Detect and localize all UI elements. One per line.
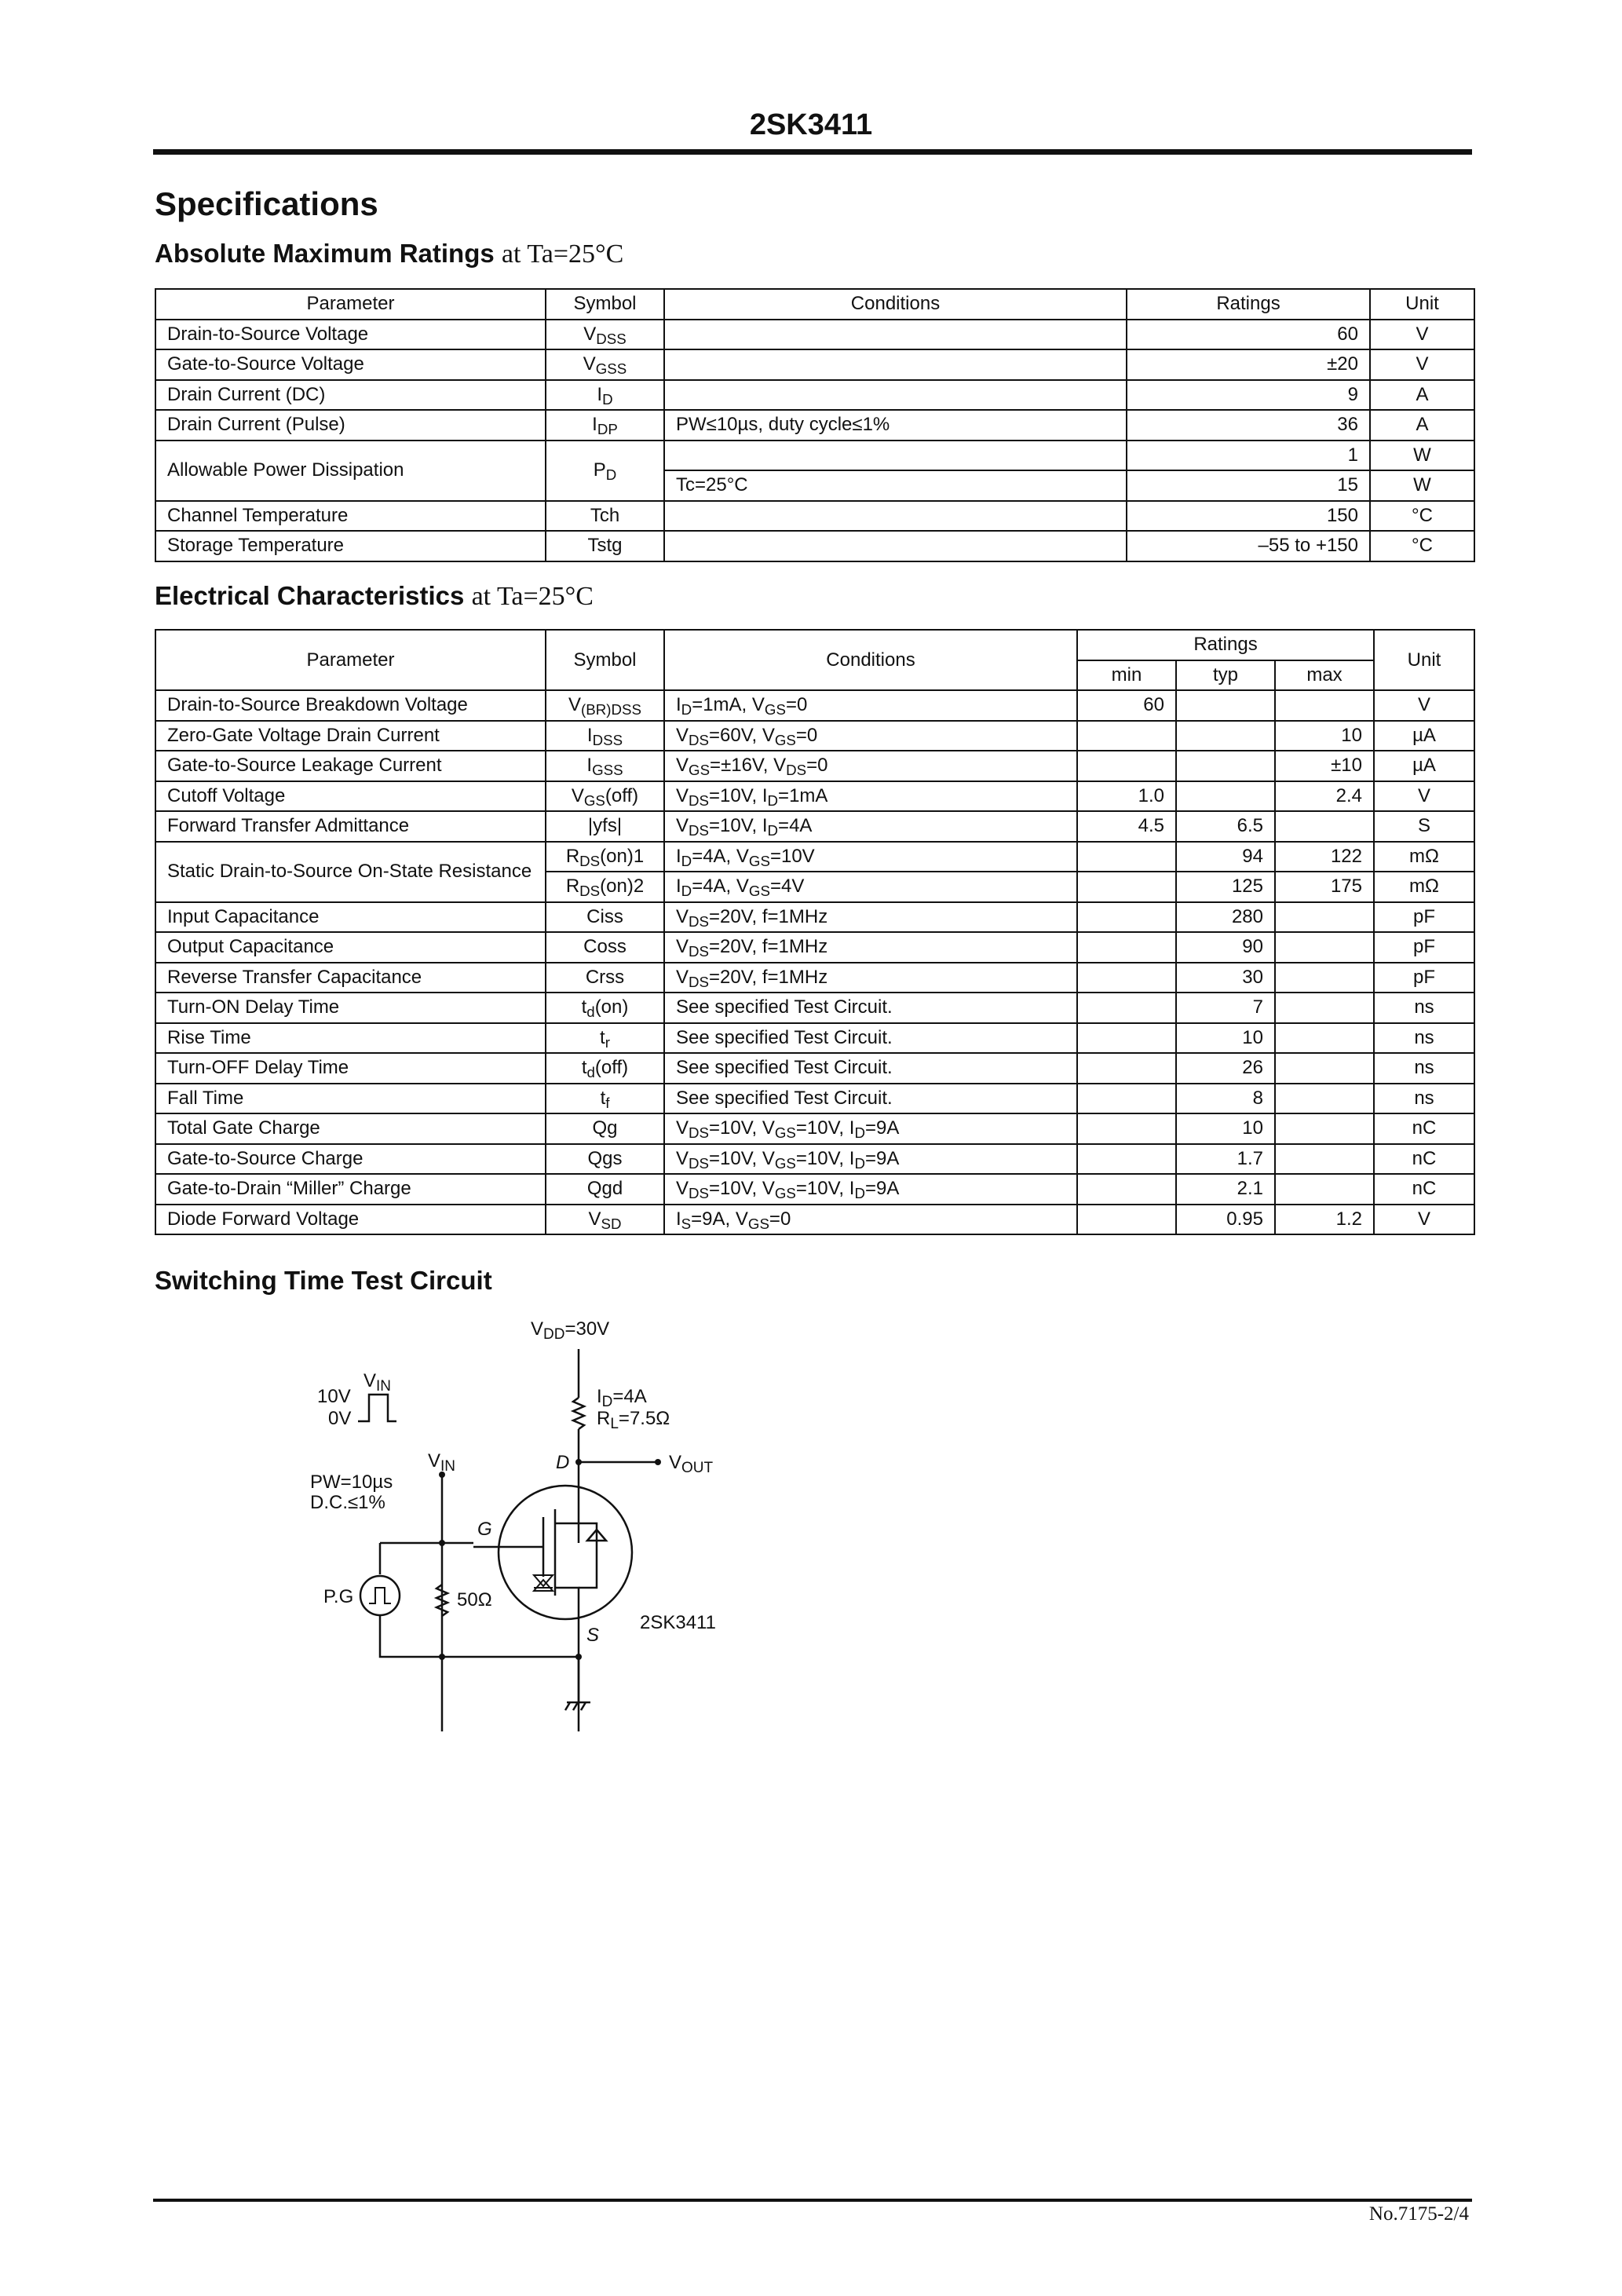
typ-cell: 6.5 <box>1176 811 1275 842</box>
subcolumn-header: min <box>1077 660 1176 691</box>
cond-post: =0 <box>785 694 808 716</box>
symbol-main: t <box>581 1057 587 1079</box>
column-header: Conditions <box>664 289 1127 320</box>
param-cell: Turn-OFF Delay Time <box>155 1053 546 1084</box>
cond-sub: GS <box>747 1215 769 1232</box>
pg-pulse-symbol <box>369 1588 391 1603</box>
symbol-main: Qg <box>592 1117 618 1139</box>
unit-cell: S <box>1374 811 1474 842</box>
symbol-sub: DS <box>579 883 601 900</box>
cond-post: =20V, f=1MHz <box>709 905 828 927</box>
vin-pulse-label: $V_{IN}$ <box>363 1370 392 1395</box>
cond-sub: GS <box>774 1154 796 1172</box>
symbol-main: V <box>583 323 597 345</box>
symbol-main: t <box>600 1087 606 1109</box>
unit-cell: ns <box>1374 1084 1474 1114</box>
cond-main: V <box>676 755 689 777</box>
unit-cell: A <box>1370 380 1474 411</box>
elec-title: Electrical Characteristics <box>155 581 465 610</box>
symbol-main: V <box>583 353 596 375</box>
cond-post: =±16V, <box>710 755 774 777</box>
cond-post: =10V, <box>709 815 762 837</box>
cond-main: I <box>676 694 681 716</box>
cond-sub: S <box>681 1215 692 1232</box>
typ-cell: 26 <box>1176 1053 1275 1084</box>
column-header: Symbol <box>546 289 664 320</box>
symbol-sub: f <box>605 1094 610 1111</box>
cond-sub: DS <box>689 1124 709 1142</box>
param-cell: Gate-to-Drain “Miller” Charge <box>155 1174 546 1205</box>
param-cell: Gate-to-Source Voltage <box>155 349 546 380</box>
cond-main: I <box>849 1147 855 1169</box>
unit-cell: W <box>1370 470 1474 501</box>
unit-cell: pF <box>1374 963 1474 993</box>
unit-cell: ns <box>1374 993 1474 1023</box>
cond-sub: GS <box>689 762 711 779</box>
cond-sub: D <box>767 792 779 809</box>
unit-cell: ns <box>1374 1023 1474 1054</box>
cond-post: =10V <box>769 845 815 867</box>
symbol-sub: D <box>602 390 613 408</box>
pulse-generator <box>360 1576 400 1615</box>
elec-note: at Ta=25°C <box>471 582 594 611</box>
column-header: Unit <box>1374 630 1474 690</box>
cond-post: =10V, <box>709 1178 762 1200</box>
footer-doc-number: No.7175-2/4 <box>1368 2203 1469 2225</box>
symbol-main: I <box>597 383 603 405</box>
unit-cell: °C <box>1370 501 1474 532</box>
ground-junction <box>439 1654 445 1660</box>
cond-main: V <box>676 724 689 746</box>
cond-sub: GS <box>764 701 786 718</box>
section-title: Specifications <box>155 185 378 222</box>
cond-sub: D <box>767 822 779 839</box>
symbol-main: V <box>571 784 584 806</box>
param-cell: Forward Transfer Admittance <box>155 811 546 842</box>
unit-cell: mΩ <box>1374 872 1474 902</box>
param-cell: Drain Current (Pulse) <box>155 410 546 441</box>
symbol-sub: GSS <box>595 360 627 378</box>
cond-sub: DS <box>689 1185 709 1202</box>
symbol-sub: SD <box>601 1215 622 1232</box>
unit-cell: µA <box>1374 751 1474 781</box>
cond-main: V <box>736 845 749 867</box>
rating-cell: ±20 <box>1127 349 1370 380</box>
mosfet-source-stub <box>555 1588 579 1731</box>
vout-label: $V_{OUT}$ <box>669 1452 714 1476</box>
unit-cell: V <box>1370 349 1474 380</box>
cond-post: =4A, <box>692 876 736 898</box>
cond-post: =9A <box>864 1117 900 1139</box>
column-header: Conditions <box>664 630 1077 690</box>
cond-post: =4V <box>769 876 805 898</box>
cond-main: V <box>762 1147 775 1169</box>
param-cell: Fall Time <box>155 1084 546 1114</box>
symbol-main: I <box>586 755 593 777</box>
cond-post: =4A <box>778 815 813 837</box>
symbol-sub: DP <box>597 421 618 438</box>
param-cell: Allowable Power Dissipation <box>155 441 546 501</box>
rating-cell: 9 <box>1127 380 1370 411</box>
cond-sub: DS <box>689 822 709 839</box>
symbol-main: V <box>588 1208 601 1230</box>
cond-post: =10V, <box>795 1178 849 1200</box>
cond-sub: DS <box>689 973 709 990</box>
cond-main: See specified Test Circuit. <box>676 1057 893 1079</box>
symbol-main: Crss <box>585 966 625 988</box>
cond-post: =0 <box>806 755 828 777</box>
rating-cell: 36 <box>1127 410 1370 441</box>
subcolumn-header: typ <box>1176 660 1275 691</box>
param-cell: Gate-to-Source Leakage Current <box>155 751 546 781</box>
symbol-sub: d <box>586 1064 595 1081</box>
cond-main: I <box>676 1208 681 1230</box>
param-cell: Rise Time <box>155 1023 546 1054</box>
gate-label: G <box>477 1519 492 1540</box>
cond-main: V <box>676 1178 689 1200</box>
cond-main: V <box>762 1178 775 1200</box>
vin-node-label: $V_{IN}$ <box>428 1450 456 1475</box>
symbol-sub: DS <box>579 852 601 869</box>
drain-junction <box>575 1459 582 1465</box>
rating-cell: 150 <box>1127 501 1370 532</box>
cond-sub: DS <box>689 912 709 930</box>
typ-cell: 1.7 <box>1176 1144 1275 1175</box>
symbol-main: P <box>593 459 606 481</box>
symbol-post: (on)2 <box>600 876 645 898</box>
max-cell: 2.4 <box>1275 781 1374 812</box>
symbol-main: t <box>581 996 587 1018</box>
cond-sub: GS <box>748 883 770 900</box>
min-cell: 60 <box>1077 690 1176 721</box>
param-cell: Turn-ON Delay Time <box>155 993 546 1023</box>
symbol-post: (on) <box>594 996 629 1018</box>
mosfet-circle <box>499 1486 632 1619</box>
param-cell: Gate-to-Source Charge <box>155 1144 546 1175</box>
cond-post: =1mA, <box>692 694 752 716</box>
abs-max-note: at Ta=25°C <box>501 239 624 269</box>
rating-cell: 60 <box>1127 320 1370 350</box>
param-cell: Drain-to-Source Breakdown Voltage <box>155 690 546 721</box>
unit-cell: V <box>1374 781 1474 812</box>
max-cell: 175 <box>1275 872 1374 902</box>
unit-cell: mΩ <box>1374 842 1474 872</box>
cond-sub: GS <box>774 1124 796 1142</box>
id-label: $I_D=4A$ <box>597 1386 647 1410</box>
cond-post: =10V, <box>709 1117 762 1139</box>
cond-sub: DS <box>689 731 709 748</box>
cond-sub: DS <box>689 1154 709 1172</box>
symbol-main: V <box>568 694 582 716</box>
vin-pulse-waveform <box>358 1395 396 1421</box>
abs-max-title: Absolute Maximum Ratings <box>155 239 495 268</box>
column-header: Unit <box>1370 289 1474 320</box>
column-header: Symbol <box>546 630 664 690</box>
cond-main: V <box>773 755 787 777</box>
param-cell: Output Capacitance <box>155 932 546 963</box>
doc-title: 2SK3411 <box>749 108 873 141</box>
unit-cell: ns <box>1374 1053 1474 1084</box>
cond-main: See specified Test Circuit. <box>676 1087 893 1109</box>
cond-main: V <box>676 905 689 927</box>
unit-cell: V <box>1374 1205 1474 1235</box>
max-cell: ±10 <box>1275 751 1374 781</box>
cond-main: V <box>676 784 689 806</box>
cond-post: =60V, <box>709 724 762 746</box>
cond-post: =10V, <box>795 1117 849 1139</box>
param-cell: Zero-Gate Voltage Drain Current <box>155 721 546 751</box>
typ-cell: 90 <box>1176 932 1275 963</box>
symbol-post: (off) <box>605 784 639 806</box>
symbol-main: t <box>600 1026 605 1048</box>
symbol-post: (on)1 <box>600 845 645 867</box>
cond-sub: GS <box>748 852 770 869</box>
symbol-sub: r <box>605 1033 610 1051</box>
conditions-cell: Tc=25°C <box>664 470 1127 501</box>
param-cell: Total Gate Charge <box>155 1113 546 1144</box>
column-header: Ratings <box>1077 630 1374 660</box>
pulse-low-label: 0V <box>328 1408 352 1429</box>
max-cell: 122 <box>1275 842 1374 872</box>
unit-cell: A <box>1370 410 1474 441</box>
cond-sub: D <box>681 701 692 718</box>
unit-cell: V <box>1370 320 1474 350</box>
param-cell: Static Drain-to-Source On-State Resistance <box>155 842 546 902</box>
unit-cell: nC <box>1374 1174 1474 1205</box>
max-cell: 10 <box>1275 721 1374 751</box>
cond-main: V <box>676 815 689 837</box>
symbol-sub: DSS <box>592 731 623 748</box>
param-cell: Channel Temperature <box>155 501 546 532</box>
symbol-sub: (BR)DSS <box>581 701 641 718</box>
symbol-main: I <box>592 414 597 436</box>
symbol-sub: d <box>586 1004 595 1021</box>
max-cell: 1.2 <box>1275 1205 1374 1235</box>
symbol-sub: D <box>605 466 617 484</box>
symbol-sub: GS <box>583 792 605 809</box>
cond-main: V <box>676 936 689 958</box>
symbol-main: |yfs| <box>587 815 623 837</box>
vdd-label: $V_{DD}=30V$ <box>531 1318 610 1343</box>
cond-post: =20V, f=1MHz <box>709 966 828 988</box>
cond-main: I <box>676 845 681 867</box>
cond-main: V <box>762 1117 775 1139</box>
r50-label: 50Ω <box>457 1589 492 1610</box>
rl-label: $R_L=7.5\Omega$ <box>597 1408 670 1432</box>
typ-cell: 7 <box>1176 993 1275 1023</box>
vout-terminal <box>655 1459 661 1465</box>
param-cell: Input Capacitance <box>155 902 546 933</box>
typ-cell: 8 <box>1176 1084 1275 1114</box>
typ-cell: 0.95 <box>1176 1205 1275 1235</box>
cond-sub: D <box>854 1124 865 1142</box>
pg-label: P.G <box>323 1586 354 1607</box>
drain-label: D <box>556 1452 570 1473</box>
cond-sub: GS <box>774 731 796 748</box>
param-cell: Diode Forward Voltage <box>155 1205 546 1235</box>
unit-cell: V <box>1374 690 1474 721</box>
unit-cell: nC <box>1374 1113 1474 1144</box>
symbol-main: I <box>586 724 593 746</box>
cond-main: V <box>736 876 749 898</box>
typ-cell: 125 <box>1176 872 1275 902</box>
cond-main: I <box>762 784 768 806</box>
symbol-sub: DSS <box>596 330 627 347</box>
cond-sub: D <box>854 1154 865 1172</box>
symbol-post: (off) <box>594 1057 629 1079</box>
cond-main: I <box>762 815 768 837</box>
param-cell: Drain-to-Source Voltage <box>155 320 546 350</box>
symbol-main: R <box>565 845 580 867</box>
pg-bottom-wire <box>380 1615 579 1657</box>
pulse-high-label: 10V <box>317 1386 351 1407</box>
cond-post: =9A <box>864 1147 900 1169</box>
cond-sub: D <box>681 883 692 900</box>
rating-cell: –55 to +150 <box>1127 531 1370 561</box>
dc-label: D.C.≤1% <box>310 1492 385 1513</box>
symbol-main: R <box>565 876 580 898</box>
cond-post: =9A <box>864 1178 900 1200</box>
cond-main: See specified Test Circuit. <box>676 996 893 1018</box>
cond-main: V <box>735 1208 748 1230</box>
symbol-main: Qgs <box>587 1147 623 1169</box>
pw-label: PW=10µs <box>310 1472 393 1493</box>
conditions-cell: PW≤10µs, duty cycle≤1% <box>664 410 1127 441</box>
cond-main: See specified Test Circuit. <box>676 1026 893 1048</box>
cond-post: =0 <box>769 1208 791 1230</box>
cond-post: =4A, <box>692 845 736 867</box>
symbol-main: Qgd <box>586 1178 623 1200</box>
rating-cell: 1 <box>1127 441 1370 471</box>
circuit-title: Switching Time Test Circuit <box>155 1266 492 1295</box>
unit-cell: nC <box>1374 1144 1474 1175</box>
gate-junction <box>439 1540 445 1546</box>
cond-main: I <box>676 876 681 898</box>
cond-main: V <box>751 694 765 716</box>
min-cell: 4.5 <box>1077 811 1176 842</box>
cond-post: =20V, f=1MHz <box>709 936 828 958</box>
unit-cell: µA <box>1374 721 1474 751</box>
unit-cell: pF <box>1374 902 1474 933</box>
cond-post: =10V, <box>709 784 762 806</box>
unit-cell: °C <box>1370 531 1474 561</box>
typ-cell: 280 <box>1176 902 1275 933</box>
device-label: 2SK3411 <box>640 1612 716 1633</box>
cond-post: =10V, <box>709 1147 762 1169</box>
cond-main: V <box>676 1147 689 1169</box>
cond-sub: GS <box>774 1185 796 1202</box>
cond-post: =9A, <box>691 1208 736 1230</box>
symbol-main: Tstg <box>587 535 623 557</box>
cond-sub: D <box>854 1185 865 1202</box>
cond-sub: DS <box>786 762 807 779</box>
rating-cell: 15 <box>1127 470 1370 501</box>
unit-cell: pF <box>1374 932 1474 963</box>
param-cell: Cutoff Voltage <box>155 781 546 812</box>
symbol-sub: GSS <box>592 762 623 779</box>
cond-main: V <box>676 966 689 988</box>
column-header: Ratings <box>1127 289 1370 320</box>
source-junction <box>575 1654 582 1660</box>
cond-main: V <box>676 1117 689 1139</box>
column-header: Parameter <box>155 289 546 320</box>
typ-cell: 30 <box>1176 963 1275 993</box>
symbol-main: Coss <box>583 936 627 958</box>
min-cell: 1.0 <box>1077 781 1176 812</box>
cond-main: V <box>762 724 775 746</box>
cond-main: I <box>849 1117 855 1139</box>
cond-main: I <box>849 1178 855 1200</box>
footer-rule <box>153 2199 1472 2202</box>
subcolumn-header: max <box>1275 660 1374 691</box>
typ-cell: 94 <box>1176 842 1275 872</box>
typ-cell: 2.1 <box>1176 1174 1275 1205</box>
param-cell: Drain Current (DC) <box>155 380 546 411</box>
load-resistor <box>573 1398 584 1429</box>
unit-cell: W <box>1370 441 1474 471</box>
source-label: S <box>586 1625 600 1646</box>
cond-post: =0 <box>795 724 818 746</box>
gate-zener <box>534 1575 553 1591</box>
column-header: Parameter <box>155 630 546 690</box>
cond-sub: DS <box>689 792 709 809</box>
cond-post: =10V, <box>795 1147 849 1169</box>
cond-post: =1mA <box>778 784 828 806</box>
typ-cell: 10 <box>1176 1023 1275 1054</box>
symbol-main: Ciss <box>586 905 623 927</box>
typ-cell: 10 <box>1176 1113 1275 1144</box>
param-cell: Reverse Transfer Capacitance <box>155 963 546 993</box>
symbol-main: Tch <box>590 504 620 526</box>
cond-sub: D <box>681 852 692 869</box>
cond-sub: DS <box>689 943 709 960</box>
param-cell: Storage Temperature <box>155 531 546 561</box>
